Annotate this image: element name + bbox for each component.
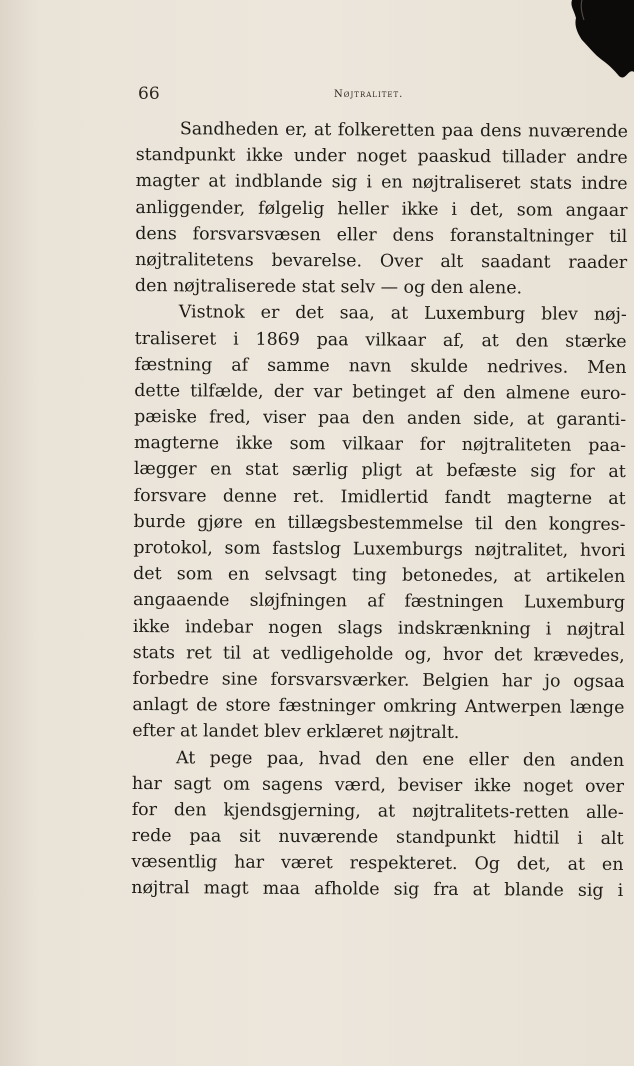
text-line: burde gjøre en tillægsbestemmelse til den kongres- bbox=[133, 511, 626, 535]
text-line: stats ret til at vedligeholde og, hvor det krævedes, bbox=[132, 642, 625, 666]
text-line: dette tilfælde, der var betinget af den almene euro- bbox=[134, 380, 627, 404]
text-line: traliseret i 1869 paa vilkaar af, at den stærke bbox=[134, 328, 627, 352]
text-line: væsentlig har været respekteret. Og det, at en bbox=[131, 852, 624, 876]
text-line: Vistnok er det saa, at Luxemburg blev nøj- bbox=[178, 302, 627, 326]
page-number: 66 bbox=[138, 84, 160, 104]
text-line: anliggender, følgelig heller ikke i det, som angaar bbox=[135, 197, 628, 221]
text-line: Sandheden er, at folkeretten paa dens nuværende bbox=[179, 119, 628, 143]
body-text bbox=[131, 116, 628, 905]
text-line: efter at landet blev erklæret nøjtralt. bbox=[132, 721, 460, 744]
torn-corner bbox=[564, 0, 634, 90]
text-line: pæiske fred, viser paa den anden side, at garanti- bbox=[134, 407, 627, 431]
text-line: standpunkt ikke under noget paaskud tillader andre bbox=[135, 145, 628, 169]
text-line: protokol, som fastslog Luxemburgs nøjtralitet, hvori bbox=[133, 537, 626, 561]
paragraph bbox=[131, 744, 624, 904]
text-line: angaaende sløjfningen af fæstningen Luxemburg bbox=[132, 590, 626, 614]
text-line: den nøjtraliserede stat selv — og den alene. bbox=[134, 276, 523, 299]
text-line: At pege paa, hvad den ene eller den anden bbox=[176, 747, 625, 771]
text-line: nøjtralitetens bevarelse. Over alt saadant raader bbox=[135, 249, 628, 273]
text-line: rede paa sit nuværende standpunkt hidtil i alt bbox=[131, 826, 624, 850]
text-line: magter at indblande sig i en nøjtraliseret stats indre bbox=[135, 171, 628, 195]
text-line: magterne ikke som vilkaar for nøjtraliteten paa- bbox=[133, 433, 627, 457]
text-line: for den kjendsgjerning, at nøjtralitets-retten alle- bbox=[131, 799, 624, 823]
running-title: Nøjtralitet. bbox=[334, 89, 404, 100]
text-line: forsvare denne ret. Imidlertid fandt magterne at bbox=[133, 485, 626, 509]
page-header bbox=[138, 84, 628, 108]
text-line: forbedre sine forsvarsværker. Belgien har jo ogsaa bbox=[132, 668, 625, 692]
text-line: det som en selvsagt ting betonedes, at artikelen bbox=[133, 564, 626, 588]
text-line: fæstning af samme navn skulde nedrives. Men bbox=[134, 354, 627, 378]
text-line: anlagt de store fæstninger omkring Antwerpen længe bbox=[132, 695, 625, 719]
paragraph bbox=[132, 299, 627, 747]
text-line: lægger en stat særlig pligt at befæste sig for at bbox=[133, 459, 626, 483]
paragraph bbox=[135, 116, 628, 302]
text-line: ikke indebar nogen slags indskrænkning i nøjtral bbox=[132, 616, 625, 640]
text-line: dens forsvarsvæsen eller dens foranstaltninger til bbox=[135, 223, 628, 247]
text-line: nøjtral magt maa afholde sig fra at blande sig i bbox=[131, 878, 624, 902]
text-line: har sagt om sagens værd, beviser ikke noget over bbox=[131, 773, 624, 797]
